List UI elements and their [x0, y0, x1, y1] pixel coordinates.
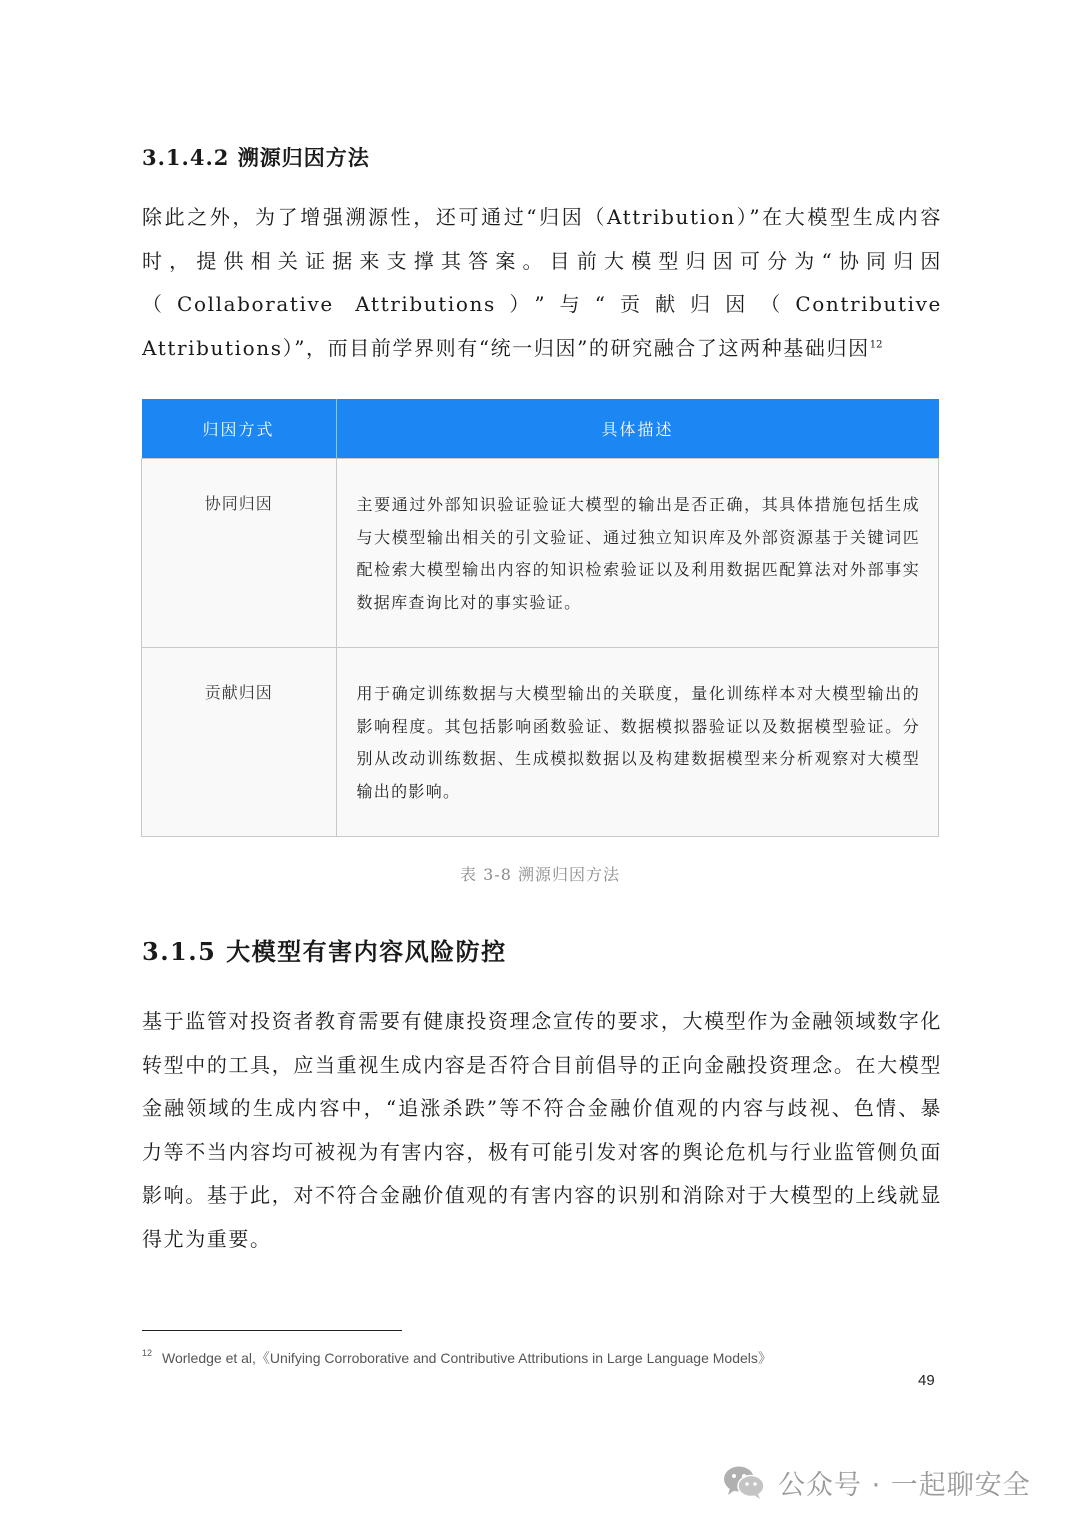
harmful-content-paragraph: 基于监管对投资者教育需要有健康投资理念宣传的要求，大模型作为金融领域数字化转型中的工具，应当重视生成内容是否符合目前倡导的正向金融投资理念。在大模型金融领域的生成内容中，“追涨杀跌”等不符合金融价值观的内容与歧视、色情、暴力等不当内容均可被视为有害内容，极有可能引发对客的舆论危机与行业监管侧负面影响。基于此，对不符合金融价值观的有害内容的识别和消除对于大模型的上线就显得尤为重要。 — [142, 1009, 942, 1251]
watermark — [722, 1462, 1031, 1502]
header-method: 归因方式 — [142, 399, 337, 459]
page-number: 49 — [918, 1372, 935, 1389]
wechat-icon — [722, 1464, 766, 1500]
watermark-text: 公众号 · 一起聊安全 — [778, 1469, 1031, 1501]
footnote-divider — [142, 1330, 402, 1331]
footnote-number: 12 — [142, 1348, 153, 1358]
table-header-row — [142, 399, 939, 459]
table-caption: 表 3-8 溯源归因方法 — [460, 865, 620, 884]
attribution-paragraph — [142, 196, 942, 370]
subsection-heading: 3.1.4.2 溯源归因方法 — [142, 145, 370, 170]
table-row — [142, 648, 939, 837]
method-cell: 协同归因 — [142, 459, 337, 648]
attribution-table — [141, 399, 939, 837]
footnote — [142, 1348, 772, 1368]
section-heading: 3.1.5 大模型有害内容风险防控 — [142, 937, 507, 966]
header-description: 具体描述 — [336, 399, 939, 459]
description-cell: 主要通过外部知识验证验证大模型的输出是否正确，其具体措施包括生成与大模型输出相关的引文验证、通过独立知识库及外部资源基于关键词匹配检索大模型输出内容的知识检索验证以及利用数据匹配算法对外部事实数据库查询比对的事实验证。 — [336, 459, 939, 648]
method-cell: 贡献归因 — [142, 648, 337, 837]
paragraph-text: 除此之外，为了增强溯源性，还可通过“归因（Attribution）”在大模型生成内容时，提供相关证据来支撑其答案。目前大模型归因可分为“协同归因（Collaborative Attributions）”与“贡献归因（Contributive Attributions）”，而目前学界则有“统一归因”的研究融合了这两种基础归因 — [142, 205, 942, 360]
description-cell: 用于确定训练数据与大模型输出的关联度，量化训练样本对大模型输出的影响程度。其包括影响函数验证、数据模拟器验证以及数据模型验证。分别从改动训练数据、生成模拟数据以及构建数据模型来分析观察对大模型输出的影响。 — [336, 648, 939, 837]
footnote-reference[interactable]: 12 — [869, 338, 883, 350]
table-row — [142, 459, 939, 648]
footnote-text: Worledge et al,《Unifying Corroborative and Contributive Attributions in Large Language Models》 — [162, 1350, 772, 1366]
